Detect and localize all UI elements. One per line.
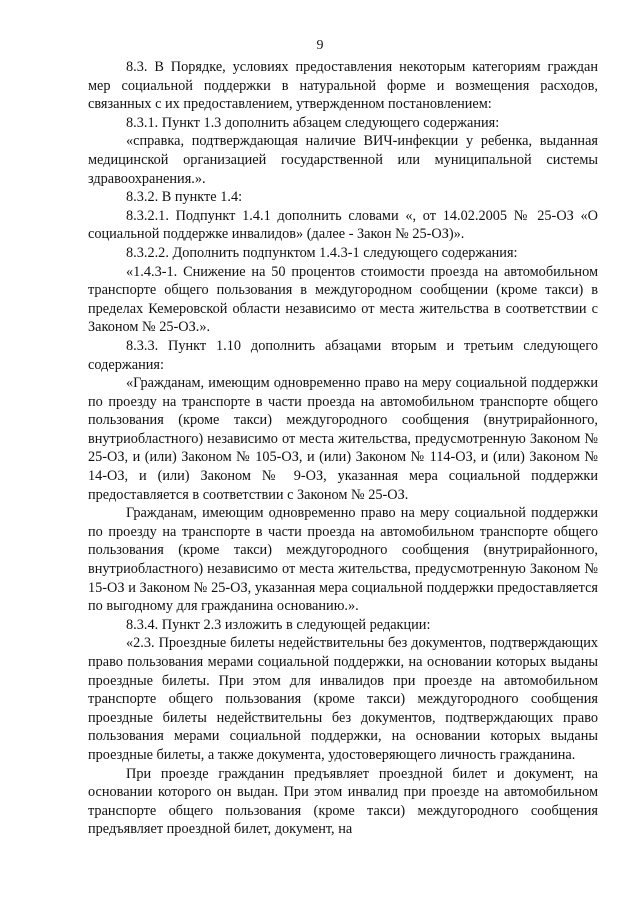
paragraph-8-3-2-1: 8.3.2.1. Подпункт 1.4.1 дополнить словами «, от 14.02.2005 № 25-ОЗ «О социальной поддержке инвалидов» (далее - Закон № 25-ОЗ)». xyxy=(88,207,598,243)
paragraph-8-3-2-2: 8.3.2.2. Дополнить подпунктом 1.4.3-1 следующего содержания: xyxy=(126,244,518,261)
paragraph-citizens-25-oz: «Гражданам, имеющим одновременно право на меру социальной поддержки по проезду на транспорте в части проезда на автомобильном транспорте общего пользования (кроме такси) междугородного сообщения (внутрирайонного, внутриобластного) независимо от места жительства, предусмотренную Законом № 25-ОЗ, и (или) Законом № 105-ОЗ, и (или) Законом № 114-ОЗ, и (или) Законом № 14-ОЗ, и (или) Законом № 9-ОЗ, указанная мера социальной поддержки предоставляется в соответствии с Законом № 25-ОЗ. xyxy=(88,375,598,503)
paragraph-8-3-3: 8.3.3. Пункт 1.10 дополнить абзацами вторым и третьим следующего содержания: xyxy=(88,337,598,373)
paragraph-citizens-15-oz: Гражданам, имеющим одновременно право на меру социальной поддержки по проезду на транспорте в части проезда на автомобильном транспорте общего пользования (кроме такси) междугородного сообщения (внутрирайонного, внутриобластного) независимо от места жительства, предусмотренную Законом № 15-ОЗ и Законом № 25-ОЗ, указанная мера социальной поддержки предоставляется по выгодному для гражданина основанию.». xyxy=(88,505,598,615)
paragraph-passenger-presents: При проезде гражданин предъявляет проездной билет и документ, на основании которого он выдан. При этом инвалид при проезде на автомобильном транспорте общего пользования (кроме такси) междугородного сообщения предъявляет проездной билет, документ, на xyxy=(88,765,598,838)
paragraph-2-3: «2.3. Проездные билеты недействительны без документов, подтверждающих право пользования мерами социальной поддержки, на основании которых выданы проездные билеты. При этом для инвалидов при проезде на автомобильном транспорте общего пользования (кроме такси) междугородного сообщения проездные билеты недействительны без документов, подтверждающих право пользования мерами социальной поддержки, на основании которых выданы проездные билеты, а также документа, удостоверяющего личность гражданина. xyxy=(88,635,598,763)
paragraph-hiv-certificate: «справка, подтверждающая наличие ВИЧ-инфекции у ребенка, выданная медицинской организацией государственной или муниципальной системы здравоохранения.». xyxy=(88,133,598,187)
paragraph-8-3: 8.3. В Порядке, условиях предоставления некоторым категориям граждан мер социальной поддержки в натуральной форме и возмещения расходов, связанных с их предоставлением, утвержденном постановлением: xyxy=(88,59,598,113)
paragraph-8-3-4: 8.3.4. Пункт 2.3 изложить в следующей редакции: xyxy=(126,616,431,633)
paragraph-8-3-1: 8.3.1. Пункт 1.3 дополнить абзацем следующего содержания: xyxy=(126,114,500,131)
document-body xyxy=(88,58,598,839)
paragraph-1-4-3-1: «1.4.3-1. Снижение на 50 процентов стоимости проезда на автомобильном транспорте общего пользования в междугородном сообщении (кроме такси) в пределах Кемеровской области независимо от места жительства в соответствии с Законом № 25-ОЗ.». xyxy=(88,263,598,336)
page-number: 9 xyxy=(316,38,324,53)
paragraph-8-3-2: 8.3.2. В пункте 1.4: xyxy=(126,189,243,206)
